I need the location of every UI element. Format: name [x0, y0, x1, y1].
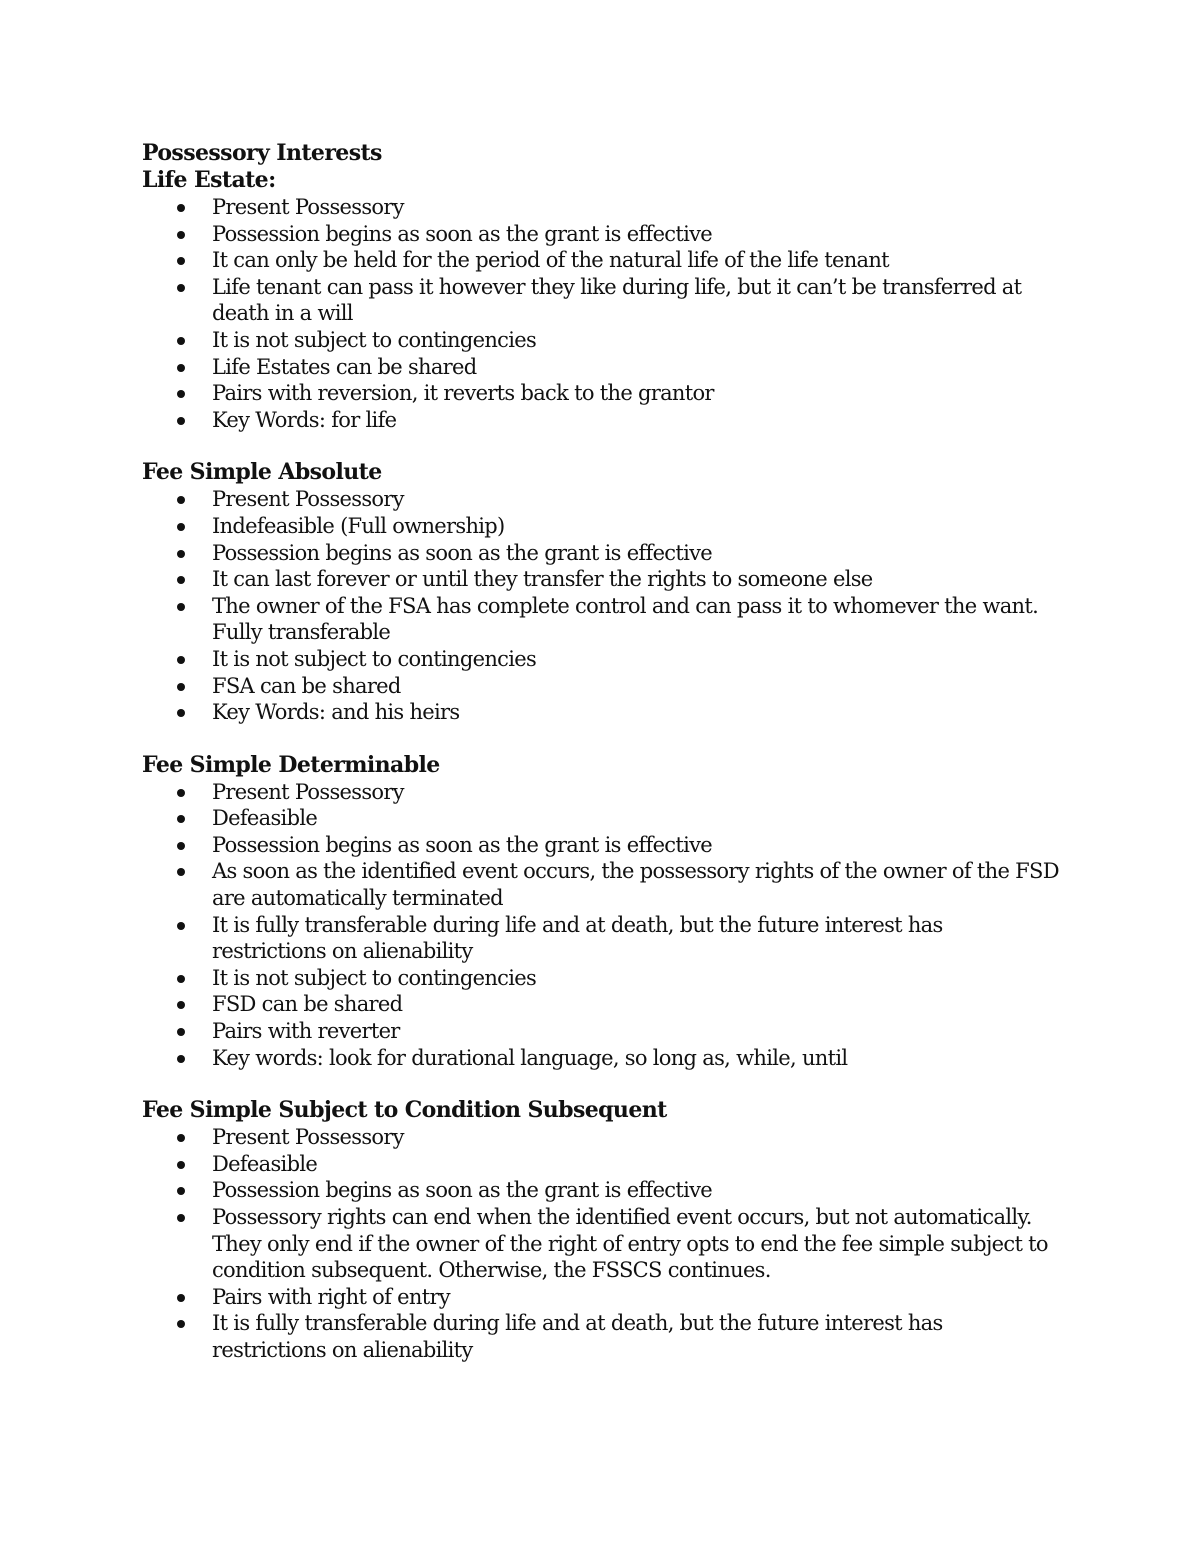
list-item — [142, 1310, 1062, 1363]
list-item-text: Present Possessory — [212, 779, 404, 804]
list-item-text: Possession begins as soon as the grant is effective — [212, 1178, 713, 1203]
bullet-icon — [177, 231, 185, 239]
list-item-text: The owner of the FSA has complete control and can pass it to whomever the want. Fully transferable — [212, 593, 1039, 645]
section — [142, 752, 1062, 1072]
bullet-icon — [177, 576, 185, 584]
bullet-icon — [177, 815, 185, 823]
bullet-icon — [177, 656, 185, 664]
list-item-text: It is fully transferable during life and at death, but the future interest has restrictions on alienability — [212, 912, 943, 964]
bullet-icon — [177, 523, 185, 531]
bullet-icon — [177, 390, 185, 398]
bullet-icon — [177, 683, 185, 691]
list-item-text: Life tenant can pass it however they like during life, but it can’t be transferred at death in a will — [212, 274, 1022, 326]
list-item-text: It is not subject to contingencies — [212, 646, 537, 671]
bullet-list — [142, 486, 1062, 725]
bullet-icon — [177, 1001, 185, 1009]
list-item-text: As soon as the identified event occurs, the possessory rights of the owner of the FSD are automatically terminated — [212, 859, 1059, 911]
list-item-text: Present Possessory — [212, 487, 404, 512]
bullet-icon — [177, 1187, 185, 1195]
list-item — [142, 194, 1062, 221]
bullet-list — [142, 1124, 1062, 1363]
list-item — [142, 1151, 1062, 1178]
list-item-text: Possession begins as soon as the grant is effective — [212, 540, 713, 565]
bullet-icon — [177, 842, 185, 850]
list-item — [142, 247, 1062, 274]
bullet-list — [142, 194, 1062, 433]
list-item — [142, 354, 1062, 381]
list-item — [142, 991, 1062, 1018]
list-item-text: Defeasible — [212, 1151, 318, 1176]
list-item-text: Key words: look for durational language, so long as, while, until — [212, 1045, 848, 1070]
list-item — [142, 858, 1062, 911]
sections-container — [142, 167, 1062, 1364]
section — [142, 167, 1062, 433]
bullet-icon — [177, 550, 185, 558]
bullet-icon — [177, 337, 185, 345]
list-item — [142, 832, 1062, 859]
list-item-text: Defeasible — [212, 806, 318, 831]
bullet-icon — [177, 1161, 185, 1169]
list-item — [142, 486, 1062, 513]
bullet-icon — [177, 496, 185, 504]
bullet-icon — [177, 1214, 185, 1222]
bullet-icon — [177, 1055, 185, 1063]
list-item-text: It can last forever or until they transfer the rights to someone else — [212, 567, 873, 592]
bullet-icon — [177, 1134, 185, 1142]
list-item — [142, 566, 1062, 593]
list-item — [142, 965, 1062, 992]
list-item-text: Life Estates can be shared — [212, 354, 477, 379]
list-item-text: It is fully transferable during life and at death, but the future interest has restrictions on alienability — [212, 1311, 943, 1362]
list-item-text: Possession begins as soon as the grant is effective — [212, 221, 713, 246]
list-item — [142, 407, 1062, 434]
section-heading: Life Estate: — [142, 167, 276, 193]
bullet-icon — [177, 603, 185, 611]
section — [142, 459, 1062, 725]
bullet-icon — [177, 709, 185, 717]
bullet-icon — [177, 204, 185, 212]
list-item — [142, 912, 1062, 965]
bullet-icon — [177, 1028, 185, 1036]
list-item — [142, 779, 1062, 806]
section — [142, 1097, 1062, 1363]
list-item — [142, 540, 1062, 567]
list-item-text: Indefeasible (Full ownership) — [212, 513, 505, 538]
list-item-text: It can only be held for the period of the natural life of the life tenant — [212, 248, 889, 273]
list-item-text: Present Possessory — [212, 1125, 404, 1150]
list-item — [142, 1124, 1062, 1151]
section-heading: Fee Simple Determinable — [142, 751, 440, 778]
list-item — [142, 380, 1062, 407]
list-item-text: Key Words: for life — [212, 407, 397, 432]
list-item — [142, 1177, 1062, 1204]
bullet-list — [142, 779, 1062, 1072]
list-item — [142, 646, 1062, 673]
list-item-text: Pairs with reverter — [212, 1019, 400, 1044]
bullet-icon — [177, 284, 185, 292]
list-item-text: Possessory rights can end when the identified event occurs, but not automatically. They only end if the owner of the right of entry opts to end the fee simple subject to condition subsequent. Otherwise, the FSSCS continues. — [212, 1205, 1048, 1283]
list-item-text: Present Possessory — [212, 195, 404, 219]
bullet-icon — [177, 868, 185, 876]
list-item — [142, 1018, 1062, 1045]
list-item-text: It is not subject to contingencies — [212, 327, 537, 352]
list-item-text: It is not subject to contingencies — [212, 965, 537, 990]
list-item — [142, 699, 1062, 726]
list-item — [142, 274, 1062, 327]
list-item-text: Pairs with reversion, it reverts back to the grantor — [212, 381, 714, 406]
bullet-icon — [177, 364, 185, 372]
bullet-icon — [177, 417, 185, 425]
bullet-icon — [177, 922, 185, 930]
list-item — [142, 513, 1062, 540]
list-item — [142, 1284, 1062, 1311]
list-item — [142, 327, 1062, 354]
list-item — [142, 805, 1062, 832]
list-item-text: Key Words: and his heirs — [212, 700, 460, 725]
list-item-text: FSD can be shared — [212, 992, 403, 1017]
document-page — [142, 140, 1062, 1364]
document-title: Possessory Interests — [142, 140, 382, 166]
list-item-text: Possession begins as soon as the grant is effective — [212, 832, 713, 857]
list-item-text: Pairs with right of entry — [212, 1284, 450, 1309]
list-item — [142, 1045, 1062, 1072]
bullet-icon — [177, 1320, 185, 1328]
bullet-icon — [177, 975, 185, 983]
section-heading: Fee Simple Absolute — [142, 459, 382, 486]
list-item — [142, 1204, 1062, 1284]
list-item-text: FSA can be shared — [212, 673, 401, 698]
bullet-icon — [177, 257, 185, 265]
list-item — [142, 673, 1062, 700]
list-item — [142, 221, 1062, 248]
list-item — [142, 593, 1062, 646]
bullet-icon — [177, 1294, 185, 1302]
section-heading: Fee Simple Subject to Condition Subsequent — [142, 1097, 667, 1124]
bullet-icon — [177, 789, 185, 797]
